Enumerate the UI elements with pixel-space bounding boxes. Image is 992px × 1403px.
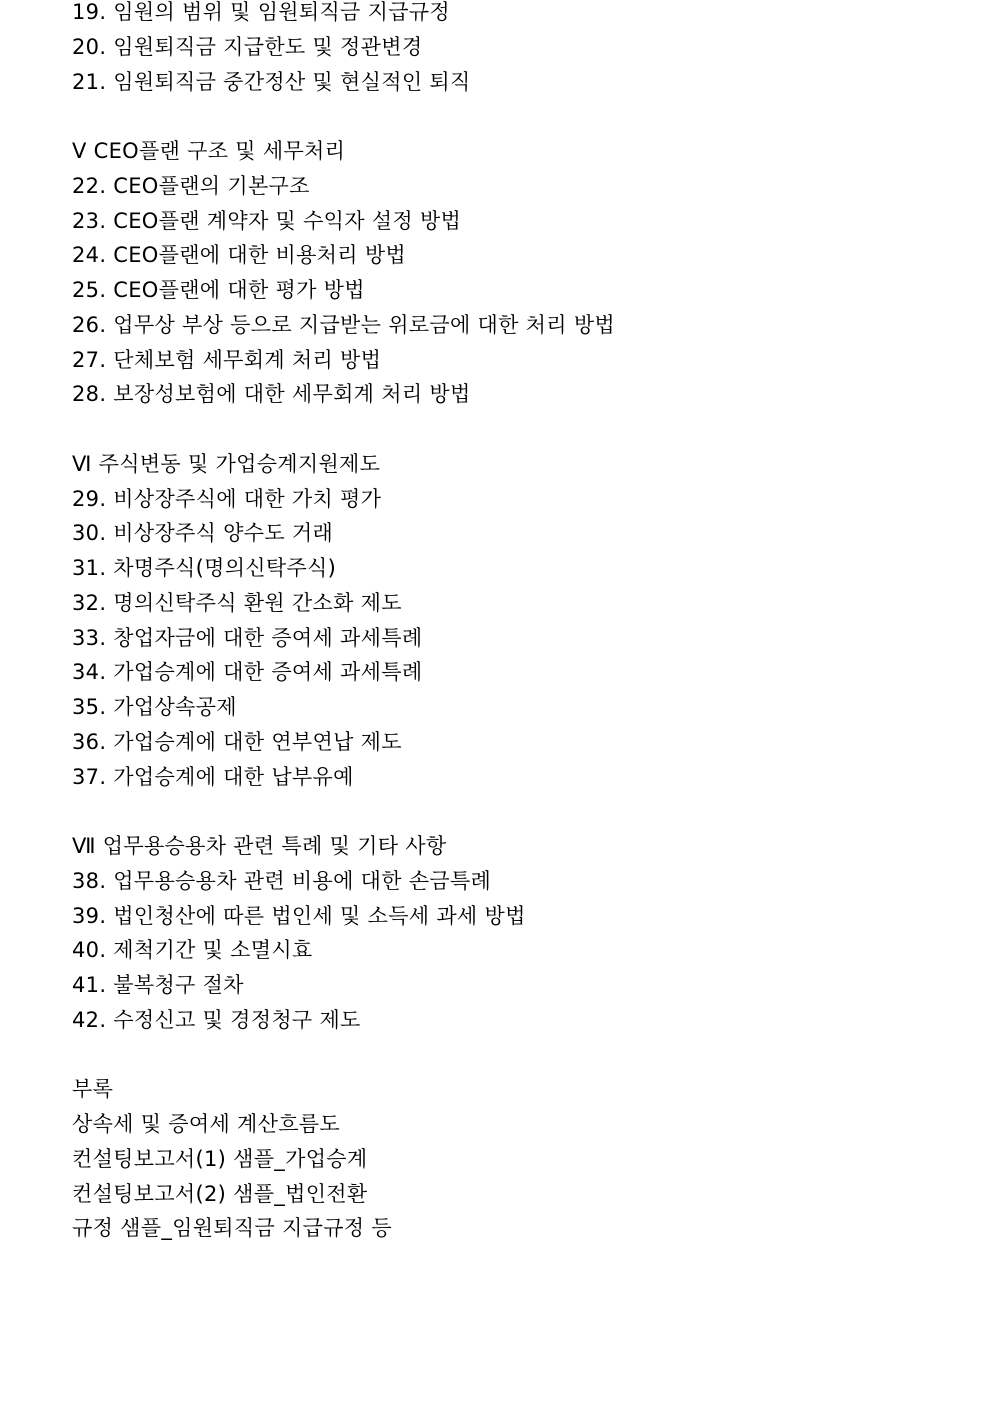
toc-item: 25. CEO플랜에 대한 평가 방법 bbox=[72, 278, 365, 302]
toc-item: 21. 임원퇴직금 중간정산 및 현실적인 퇴직 bbox=[72, 69, 471, 94]
toc-item: 37. 가업승계에 대한 납부유예 bbox=[72, 764, 354, 789]
spacer bbox=[72, 412, 972, 447]
toc-item: 36. 가업승계에 대한 연부연납 제도 bbox=[72, 729, 402, 754]
toc-item: 34. 가업승계에 대한 증여세 과세특례 bbox=[72, 660, 423, 685]
toc-appendix-item: 컨설팅보고서(1) 샘플_가업승계 bbox=[72, 1146, 368, 1171]
spacer bbox=[72, 1038, 972, 1073]
toc-section-heading: Ⅴ CEO플랜 구조 및 세무처리 bbox=[72, 139, 346, 163]
toc-item: 35. 가업상속공제 bbox=[72, 695, 237, 719]
toc-item: 40. 제척기간 및 소멸시효 bbox=[72, 938, 313, 963]
toc-item: 30. 비상장주식 양수도 거래 bbox=[72, 521, 334, 546]
toc-appendix-item: 상속세 및 증여세 계산흐름도 bbox=[72, 1112, 340, 1136]
toc-appendix-item: 규정 샘플_임원퇴직금 지급규정 등 bbox=[72, 1216, 392, 1241]
spacer bbox=[72, 99, 972, 134]
toc-appendix-heading: 부록 bbox=[72, 1077, 114, 1102]
toc-item: 32. 명의신탁주식 환원 간소화 제도 bbox=[72, 590, 402, 615]
toc-section-heading: Ⅶ 업무용승용차 관련 특례 및 기타 사항 bbox=[72, 834, 447, 858]
toc-item: 28. 보장성보험에 대한 세무회계 처리 방법 bbox=[72, 382, 471, 407]
toc-item: 33. 창업자금에 대한 증여세 과세특례 bbox=[72, 625, 423, 650]
table-of-contents bbox=[72, 0, 972, 1246]
spacer bbox=[72, 794, 972, 829]
toc-item: 29. 비상장주식에 대한 가치 평가 bbox=[72, 486, 382, 511]
toc-item: 27. 단체보험 세무회계 처리 방법 bbox=[72, 347, 382, 372]
toc-item: 26. 업무상 부상 등으로 지급받는 위로금에 대한 처리 방법 bbox=[72, 312, 615, 337]
toc-section-heading: Ⅵ 주식변동 및 가업승계지원제도 bbox=[72, 451, 381, 476]
toc-item: 39. 법인청산에 따른 법인세 및 소득세 과세 방법 bbox=[72, 903, 526, 928]
toc-item: 38. 업무용승용차 관련 비용에 대한 손금특례 bbox=[72, 868, 492, 893]
toc-item: 42. 수정신고 및 경정청구 제도 bbox=[72, 1007, 361, 1032]
toc-appendix-item: 컨설팅보고서(2) 샘플_법인전환 bbox=[72, 1181, 368, 1206]
toc-item: 19. 임원의 범위 및 임원퇴직금 지급규정 bbox=[72, 0, 450, 24]
toc-item: 41. 불복청구 절차 bbox=[72, 973, 244, 997]
toc-item: 31. 차명주식(명의신탁주식) bbox=[72, 556, 337, 580]
toc-item: 23. CEO플랜 계약자 및 수익자 설정 방법 bbox=[72, 208, 462, 233]
toc-item: 20. 임원퇴직금 지급한도 및 정관변경 bbox=[72, 34, 423, 59]
toc-item: 24. CEO플랜에 대한 비용처리 방법 bbox=[72, 243, 407, 268]
toc-item: 22. CEO플랜의 기본구조 bbox=[72, 173, 310, 198]
